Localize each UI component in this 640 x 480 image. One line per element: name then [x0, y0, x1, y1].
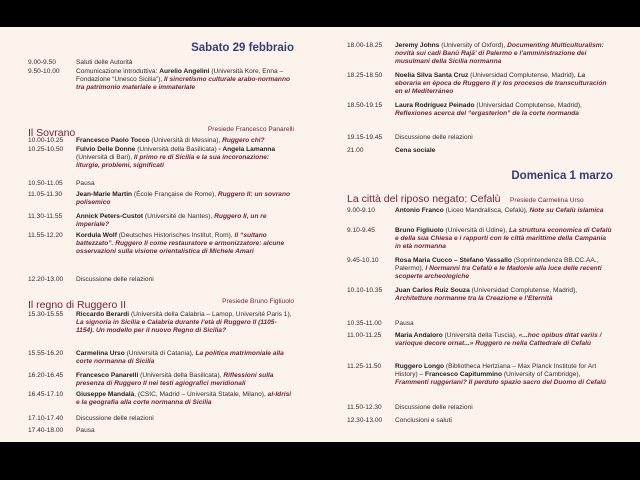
time-slot: 18.00-18.25: [347, 42, 383, 49]
section-chair: Presiede Francesco Panarelli: [207, 126, 294, 133]
time-slot: 9.00-9.10: [347, 207, 375, 214]
entry-text: [76, 427, 294, 435]
entry-text: [395, 102, 613, 118]
time-slot: 18.50-19.15: [347, 102, 383, 109]
affiliation: (Università della Basilicata),: [138, 372, 224, 379]
entry-text: [395, 417, 613, 425]
section-header-cefalu: [347, 189, 613, 207]
entry-text: [395, 72, 613, 96]
entry-text: [76, 180, 294, 188]
talk-title: Ruggero chi?: [222, 137, 265, 144]
entry-text: [76, 68, 294, 92]
time-slot: 18.25-18.50: [347, 72, 383, 79]
affiliation: (Università Kore, Enna – Fondazione “Unesco Sicilia”),: [76, 68, 284, 83]
time-slot: 16.20-16.45: [28, 372, 64, 379]
entry-text: [76, 191, 294, 207]
entry-text: [395, 363, 613, 387]
plain-text: Discussione delle relazioni: [395, 134, 473, 141]
section-title: Il regno di Ruggero II: [28, 299, 127, 311]
section-chair: Presiede Bruno Figliuolo: [222, 298, 294, 305]
talk-title: «...hoc opibus ditat variis / varioque decore ornat...» Ruggero re nella Cattedrale di Cefalù: [395, 332, 602, 347]
affiliation: (Università di Catania),: [124, 350, 196, 357]
affiliation: (École Française de Rome),: [132, 191, 218, 198]
time-slot: 11.05-11.30: [28, 191, 63, 198]
talk-title: Ruggero II: un sovrano polisemico: [76, 191, 291, 206]
entry-text: [395, 332, 613, 348]
entry-text: [395, 42, 613, 66]
speaker-name: Bruno Figliuolo: [395, 227, 444, 234]
affiliation: (Universidad Complutense, Madrid),: [474, 102, 582, 109]
speaker-name: Laura Rodríguez Peinado: [395, 102, 475, 109]
speaker-name: Annick Peters-Custot: [76, 213, 144, 220]
plain-text: Discussione delle relazioni: [395, 404, 473, 411]
affiliation: (Universidad Complutense, Madrid),: [469, 287, 578, 294]
time-slot: 19.15-19.45: [347, 134, 383, 141]
entry-text: [76, 276, 294, 284]
affiliation: (University of Oxford),: [439, 42, 508, 49]
talk-title: La struttura economica di Cefalù e della sua Chiesa e i rapporti con le città marittime della Campania in età normanna: [395, 227, 612, 250]
speaker-name: Fulvio Delle Donne: [76, 146, 136, 153]
talk-title: Architetture normanne tra la Creazione e l’Eternità: [395, 294, 553, 302]
time-slot: 9.00-9.50: [28, 59, 56, 66]
talk-title: La politica matrimoniale alla corte normanna di Sicilia: [76, 350, 284, 365]
program-page: [0, 27, 640, 442]
talk-title: Il “sultano battezzato”. Ruggero II come restauratore e armonizzatore: alcune osservazioni sulla visione orientalistica di Michele Amari: [76, 232, 285, 255]
speaker-name: - Angela Lamanna: [218, 146, 276, 153]
speaker-name: Francesco Paolo Tocco: [76, 137, 150, 144]
plain-text: Pausa: [395, 320, 414, 327]
time-slot: 11.25-11.50: [347, 363, 382, 370]
speaker-name: Francesco Capitummino: [425, 370, 502, 378]
talk-title: al-Idrisi e la geografia alla corte normanna di Sicilia: [76, 391, 292, 406]
speaker-name: Giuseppe Mandalà: [76, 391, 135, 398]
speaker-name: Kordula Wolf: [76, 232, 117, 239]
entry-text: [395, 404, 613, 412]
affiliation: (Soprintendenza BB.CC.AA., Palermo),: [395, 257, 599, 272]
speaker-name: Aurelio Angelini: [159, 68, 210, 75]
time-slot: 11.55-12.20: [28, 232, 63, 239]
plain-text: Pausa: [76, 427, 95, 434]
time-slot: 10.00-10.25: [28, 137, 64, 144]
day-title-sunday: Domenica 1 marzo: [511, 170, 613, 182]
speaker-name: Noelia Silva Santa Cruz: [395, 72, 469, 79]
plain-text: Saluti delle Autorità: [76, 59, 133, 66]
day-title-saturday: Sabato 29 febbraio: [191, 42, 294, 54]
time-slot: 10.25-10.50: [28, 146, 64, 153]
entry-text: [76, 372, 294, 388]
time-slot: 9.45-10.10: [347, 257, 379, 264]
plain-text: Discussione delle relazioni: [76, 276, 154, 283]
time-slot: 10.10-10.35: [347, 287, 383, 294]
entry-text: [76, 415, 294, 423]
entry-text: [395, 227, 613, 251]
time-slot: 21.00: [347, 147, 364, 154]
affiliation: (Université de Nantes),: [143, 213, 215, 220]
time-slot: 9.10-9.45: [347, 227, 375, 234]
affiliation: (Bibliotheca Hertziana – Max Planck Institute for Art History) –: [395, 363, 597, 378]
time-slot: 12.20-13.00: [28, 276, 64, 283]
affiliation: (Universidad Complutense, Madrid),: [468, 72, 578, 79]
time-slot: 17.40-18.00: [28, 427, 64, 434]
speaker-name: Juan Carlos Ruiz Souza: [395, 287, 470, 294]
entry-text: [76, 137, 294, 145]
plain-text: Discussione delle relazioni: [76, 415, 154, 422]
entry-text: [76, 391, 294, 407]
entry-text: [395, 134, 613, 142]
entry-text: [395, 257, 613, 281]
intro-label: Comunicazione introduttiva:: [76, 68, 160, 75]
entry-text: [76, 59, 294, 67]
speaker-name: Rosa Maria Cucco – Stefano Vassallo: [395, 257, 512, 264]
time-slot: 11.50-12.30: [347, 404, 382, 411]
talk-title: Documenting Multiculturalism: novità sui cadi Banū Rajā’ di Palermo e l’amministrazione dei musulmani della Sicilia normanna: [395, 42, 604, 65]
talk-title: Frammenti ruggeriani? Il perduto spazio sacro del Duomo di Cefalù: [395, 378, 607, 386]
entry-text: [76, 146, 294, 170]
section-title: Il Sovrano: [28, 127, 76, 139]
speaker-name: Jeremy Johns: [395, 42, 440, 49]
affiliation: (Università di Udine),: [443, 227, 509, 234]
speaker-name: Carmelina Urso: [76, 350, 125, 357]
time-slot: 16.45-17.10: [28, 391, 64, 398]
plain-text: Cena sociale: [395, 147, 436, 154]
time-slot: 12.30-13.00: [347, 417, 383, 424]
affiliation: (Università della Basilicata): [135, 146, 219, 153]
entry-text: [395, 147, 613, 155]
talk-title: Note su Cefalù islamica: [529, 207, 604, 214]
time-slot: 10.35-11.00: [347, 320, 382, 327]
time-slot: 15.30-15.55: [28, 311, 64, 318]
time-slot: 11.30-11.55: [28, 213, 63, 220]
talk-title: La signoria in Sicilia e Calabria durante l’età di Ruggero II (1105-1154). Un modello per il nuovo Regno di Sicilia?: [76, 318, 277, 334]
affiliation: (Università di Messina),: [149, 137, 223, 144]
speaker-name: Antonio Franco: [395, 207, 444, 214]
affiliation: (Liceo Mandralisca, Cefalù),: [443, 207, 530, 214]
entry-text: [76, 213, 294, 229]
entry-text: [395, 207, 613, 215]
speaker-name: Maria Andaloro: [395, 332, 443, 339]
entry-text: [76, 350, 294, 366]
affiliation: (University of Cambridge),: [502, 370, 581, 378]
affiliation: (Università della Calabria – Lamop, Université Paris 1),: [129, 311, 292, 318]
talk-title: Riflessioni sulla presenza di Ruggero II nei testi agiografici meridionali: [76, 372, 274, 387]
speaker-name: Ruggero Longo: [395, 363, 445, 370]
time-slot: 15.55-16.20: [28, 350, 64, 357]
time-slot: 11.00-11.25: [347, 332, 382, 339]
plain-text: Conclusioni e saluti: [395, 417, 452, 424]
talk-title: Ruggero II, un re imperiale?: [76, 213, 267, 228]
time-slot: 10.50-11.05: [28, 180, 63, 187]
entry-text: [76, 232, 294, 256]
talk-title: I Normanni tra Cefalù e le Madonie alla luce delle recenti scoperte archeologiche: [395, 264, 602, 280]
section-chair: Presiede Carmelina Urso: [509, 197, 584, 204]
section-title: La città del riposo negato: Cefalù: [347, 193, 501, 205]
talk-title: La eboraria en época de Ruggero II y los procesos de transculturación en el Mediterráneo: [395, 72, 607, 95]
speaker-name: Jean-Marie Martin: [76, 191, 133, 198]
affiliation: (Università di Bari),: [76, 153, 134, 161]
talk-title: Reflexiones acerca del “ergasterion” de la corte normanda: [395, 109, 579, 117]
entry-text: [76, 311, 294, 335]
affiliation: (Deutsches Historisches Institut, Rom),: [116, 232, 235, 239]
plain-text: Pausa: [76, 180, 95, 187]
speaker-name: Francesco Panarelli: [76, 372, 139, 379]
affiliation: , (CSIC, Madrid – Università Statale, Milano),: [134, 391, 268, 398]
entry-text: [395, 320, 613, 328]
talk-title: Il primo re di Sicilia e la sua incoronazione: liturgie, problemi, significati: [76, 153, 270, 169]
talk-title: Il sincretismo culturale arabo-normanno tra patrimonio materiale e immateriale: [76, 75, 291, 91]
time-slot: 17.10-17.40: [28, 415, 64, 422]
entry-text: [395, 287, 613, 303]
time-slot: 9.50-10.00: [28, 68, 60, 75]
speaker-name: Riccardo Berardi: [76, 311, 130, 318]
affiliation: (Università della Tuscia),: [442, 332, 519, 339]
